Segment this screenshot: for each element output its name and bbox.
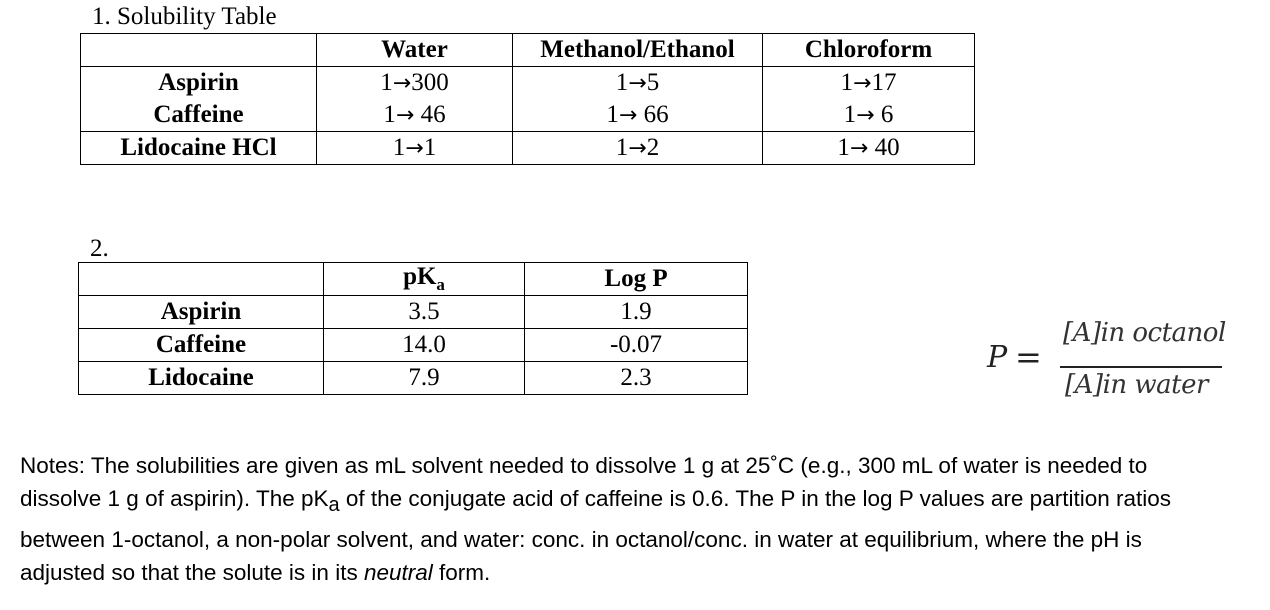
solubility-header-blank xyxy=(81,34,317,67)
cell-methanol-ethanol: 1→ 66 xyxy=(513,99,763,132)
cell-logp: 1.9 xyxy=(525,296,748,329)
arrow-icon: → xyxy=(618,103,638,128)
cell-chloroform: 1→ 6 xyxy=(763,99,975,132)
cell-pka: 3.5 xyxy=(324,296,525,329)
table-row xyxy=(81,99,975,132)
arrow-icon: → xyxy=(392,71,412,96)
cell-pka: 14.0 xyxy=(324,329,525,362)
cell-water: 1→300 xyxy=(317,67,513,100)
formula-equals: = xyxy=(1015,338,1042,376)
cell-logp: -0.07 xyxy=(525,329,748,362)
notes-line: adjusted so that the solute is in its neutral form. xyxy=(20,560,491,585)
cell-methanol-ethanol: 1→5 xyxy=(513,67,763,100)
header-water: Water xyxy=(317,34,513,67)
cell-methanol-ethanol: 1→2 xyxy=(513,132,763,165)
table-row xyxy=(81,67,975,100)
header-logp: Log P xyxy=(525,263,748,296)
arrow-icon: → xyxy=(856,103,875,128)
cell-chloroform: 1→ 40 xyxy=(763,132,975,165)
formula-numerator: [A]in octanol xyxy=(1063,318,1226,348)
cell-chloroform: 1→17 xyxy=(763,67,975,100)
solubility-table-heading: 1. Solubility Table xyxy=(92,3,277,30)
solubility-header-row xyxy=(81,34,975,67)
arrow-icon: → xyxy=(849,136,869,161)
pka-table-heading: 2. xyxy=(90,235,109,262)
table-row xyxy=(79,296,748,329)
row-label-lidocaine-hcl: Lidocaine HCl xyxy=(81,132,317,165)
row-label-aspirin: Aspirin xyxy=(79,296,324,329)
formula-denominator: [A]in water xyxy=(1065,370,1208,400)
arrow-icon: → xyxy=(853,71,872,96)
pka-header-row xyxy=(79,263,748,296)
row-label-aspirin: Aspirin xyxy=(81,67,317,100)
table-row xyxy=(79,329,748,362)
arrow-icon: → xyxy=(395,103,415,128)
table-row xyxy=(79,362,748,395)
notes-line: dissolve 1 g of aspirin). The $pK_a$ of the conjugate acid of caffeine is 0.6. The P in the log P values are partition ratios xyxy=(20,486,1171,516)
cell-pka: 7.9 xyxy=(324,362,525,395)
notes-paragraph xyxy=(20,449,1260,589)
row-label-caffeine: Caffeine xyxy=(79,329,324,362)
notes-line: Notes: The solubilities are given as mL solvent needed to dissolve 1 g at 25˚C (e.g., 300 mL of water is needed to xyxy=(20,453,1148,478)
fraction-bar xyxy=(1060,366,1222,368)
pka-header-blank xyxy=(79,263,324,296)
solubility-table xyxy=(80,33,975,165)
cell-water: 1→ 46 xyxy=(317,99,513,132)
cell-logp: 2.3 xyxy=(525,362,748,395)
header-chloroform: Chloroform xyxy=(763,34,975,67)
arrow-icon: → xyxy=(405,136,424,161)
table-row xyxy=(81,132,975,165)
header-methanol-ethanol: Methanol/Ethanol xyxy=(513,34,763,67)
partition-ratio-formula xyxy=(985,318,1245,406)
formula-lhs: P xyxy=(987,340,1008,375)
header-pka: $pK_a$ xyxy=(324,263,525,296)
notes-line: between 1-octanol, a non-polar solvent, and water: conc. in octanol/conc. in water at equilibrium, where the pH is xyxy=(20,527,1142,552)
row-label-caffeine: Caffeine xyxy=(81,99,317,132)
arrow-icon: → xyxy=(628,136,647,161)
pka-logp-table xyxy=(78,262,748,395)
cell-water: 1→1 xyxy=(317,132,513,165)
arrow-icon: → xyxy=(628,71,647,96)
row-label-lidocaine: Lidocaine xyxy=(79,362,324,395)
